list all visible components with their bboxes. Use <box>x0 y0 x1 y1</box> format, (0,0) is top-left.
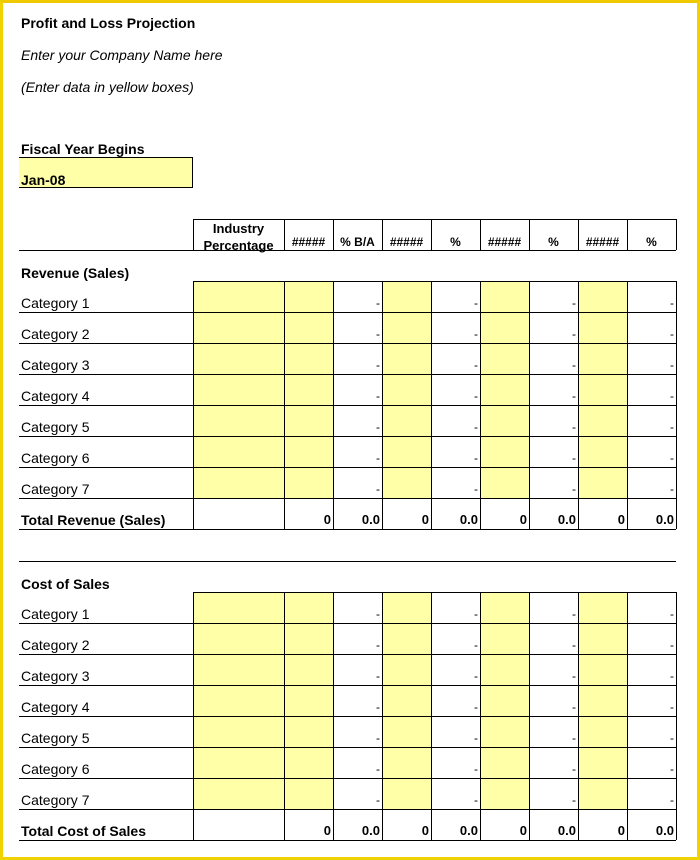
revenue-input-cell[interactable] <box>285 282 333 312</box>
revenue-category-label: Category 4 <box>21 388 90 404</box>
revenue-input-cell[interactable] <box>285 468 333 498</box>
revenue-input-cell[interactable] <box>194 468 284 498</box>
cost-input-cell[interactable] <box>194 717 284 747</box>
cost-total-value: 0.0 <box>655 823 674 838</box>
revenue-dash-value: - <box>474 389 478 403</box>
cost-dash-value: - <box>376 731 380 745</box>
cost-total-value: 0.0 <box>557 823 576 838</box>
column-header: ##### <box>389 235 424 249</box>
revenue-input-cell[interactable] <box>285 437 333 467</box>
page-title: Profit and Loss Projection <box>21 15 196 31</box>
revenue-input-cell[interactable] <box>194 437 284 467</box>
cost-input-cell[interactable] <box>481 748 529 778</box>
cost-dash-value: - <box>474 669 478 683</box>
column-header: % <box>450 235 461 249</box>
revenue-input-cell[interactable] <box>481 344 529 374</box>
revenue-input-cell[interactable] <box>285 406 333 436</box>
revenue-total-value: 0.0 <box>361 512 380 527</box>
cost-input-cell[interactable] <box>481 624 529 654</box>
cost-input-cell[interactable] <box>579 593 627 623</box>
cost-input-cell[interactable] <box>579 717 627 747</box>
revenue-dash-value: - <box>474 420 478 434</box>
column-header: ##### <box>585 235 620 249</box>
revenue-category-label: Category 2 <box>21 326 90 342</box>
revenue-total-value: 0 <box>617 512 625 527</box>
revenue-dash-value: - <box>376 327 380 341</box>
revenue-dash-value: - <box>670 327 674 341</box>
cost-dash-value: - <box>670 669 674 683</box>
revenue-input-cell[interactable] <box>383 437 431 467</box>
revenue-dash-value: - <box>474 451 478 465</box>
cost-dash-value: - <box>376 793 380 807</box>
cost-dash-value: - <box>572 669 576 683</box>
revenue-input-cell[interactable] <box>285 313 333 343</box>
row-line <box>19 529 676 530</box>
cost-input-cell[interactable] <box>194 593 284 623</box>
fiscal-year-label: Fiscal Year Begins <box>21 141 145 157</box>
revenue-input-cell[interactable] <box>481 313 529 343</box>
revenue-input-cell[interactable] <box>383 406 431 436</box>
cost-dash-value: - <box>670 762 674 776</box>
grid-line <box>676 281 677 529</box>
cost-input-cell[interactable] <box>383 655 431 685</box>
cost-input-cell[interactable] <box>579 655 627 685</box>
grid-line <box>284 281 285 529</box>
cost-input-cell[interactable] <box>383 779 431 809</box>
revenue-dash-value: - <box>572 296 576 310</box>
column-header: % <box>646 235 657 249</box>
grid-line <box>676 592 677 840</box>
revenue-dash-value: - <box>474 482 478 496</box>
cost-section-title: Cost of Sales <box>21 576 110 592</box>
revenue-input-cell[interactable] <box>194 344 284 374</box>
revenue-input-cell[interactable] <box>579 282 627 312</box>
revenue-dash-value: - <box>572 420 576 434</box>
cost-input-cell[interactable] <box>481 655 529 685</box>
revenue-input-cell[interactable] <box>194 282 284 312</box>
cost-dash-value: - <box>376 762 380 776</box>
cost-input-cell[interactable] <box>383 624 431 654</box>
revenue-category-label: Category 6 <box>21 450 90 466</box>
cost-dash-value: - <box>670 700 674 714</box>
cost-dash-value: - <box>376 700 380 714</box>
revenue-dash-value: - <box>376 358 380 372</box>
cost-category-label: Category 7 <box>21 792 90 808</box>
cost-dash-value: - <box>474 793 478 807</box>
company-name-field[interactable]: Enter your Company Name here <box>21 47 223 63</box>
revenue-total-value: 0.0 <box>459 512 478 527</box>
column-header: ##### <box>487 235 522 249</box>
revenue-input-cell[interactable] <box>383 313 431 343</box>
revenue-category-label: Category 1 <box>21 295 90 311</box>
cost-total-value: 0 <box>519 823 527 838</box>
cost-input-cell[interactable] <box>194 748 284 778</box>
cost-input-cell[interactable] <box>194 624 284 654</box>
cost-category-label: Category 3 <box>21 668 90 684</box>
grid-line <box>193 281 194 529</box>
industry-percentage-header <box>193 222 284 253</box>
revenue-total-value: 0 <box>323 512 331 527</box>
cost-input-cell[interactable] <box>285 779 333 809</box>
cost-input-cell[interactable] <box>383 686 431 716</box>
cost-input-cell[interactable] <box>285 717 333 747</box>
revenue-dash-value: - <box>572 451 576 465</box>
cost-input-cell[interactable] <box>285 624 333 654</box>
revenue-input-cell[interactable] <box>481 468 529 498</box>
revenue-input-cell[interactable] <box>481 437 529 467</box>
header-top-line <box>193 219 676 220</box>
cost-input-cell[interactable] <box>579 624 627 654</box>
cost-input-cell[interactable] <box>481 686 529 716</box>
revenue-input-cell[interactable] <box>194 375 284 405</box>
revenue-input-cell[interactable] <box>481 282 529 312</box>
grid-line <box>193 592 194 840</box>
cost-dash-value: - <box>572 793 576 807</box>
revenue-input-cell[interactable] <box>383 375 431 405</box>
cost-input-cell[interactable] <box>579 686 627 716</box>
cost-input-cell[interactable] <box>481 593 529 623</box>
cost-dash-value: - <box>474 700 478 714</box>
cost-dash-value: - <box>572 731 576 745</box>
revenue-dash-value: - <box>572 327 576 341</box>
cost-total-value: 0 <box>323 823 331 838</box>
grid-line <box>382 281 383 529</box>
cost-input-cell[interactable] <box>285 593 333 623</box>
grid-line <box>480 592 481 840</box>
industry-header-line1: Industry <box>212 221 265 236</box>
cost-input-cell[interactable] <box>383 593 431 623</box>
revenue-input-cell[interactable] <box>481 406 529 436</box>
cost-dash-value: - <box>474 638 478 652</box>
revenue-dash-value: - <box>376 296 380 310</box>
cost-category-label: Category 1 <box>21 606 90 622</box>
cost-total-label: Total Cost of Sales <box>21 823 146 839</box>
revenue-dash-value: - <box>376 389 380 403</box>
cost-input-cell[interactable] <box>579 779 627 809</box>
revenue-dash-value: - <box>670 389 674 403</box>
revenue-dash-value: - <box>572 358 576 372</box>
revenue-input-cell[interactable] <box>194 406 284 436</box>
cost-category-label: Category 2 <box>21 637 90 653</box>
header-bottom-line <box>19 250 676 251</box>
cost-input-cell[interactable] <box>285 655 333 685</box>
revenue-input-cell[interactable] <box>285 375 333 405</box>
cost-input-cell[interactable] <box>194 655 284 685</box>
grid-line <box>382 592 383 840</box>
fiscal-year-value[interactable]: Jan-08 <box>21 172 66 188</box>
column-header: ##### <box>291 235 326 249</box>
cost-dash-value: - <box>376 669 380 683</box>
cost-dash-value: - <box>474 607 478 621</box>
revenue-total-value: 0.0 <box>557 512 576 527</box>
revenue-dash-value: - <box>670 420 674 434</box>
cost-dash-value: - <box>572 607 576 621</box>
revenue-dash-value: - <box>670 482 674 496</box>
grid-line <box>676 219 677 250</box>
revenue-dash-value: - <box>474 358 478 372</box>
revenue-input-cell[interactable] <box>579 468 627 498</box>
revenue-dash-value: - <box>376 420 380 434</box>
cost-total-value: 0.0 <box>459 823 478 838</box>
cost-category-label: Category 4 <box>21 699 90 715</box>
cost-total-value: 0 <box>617 823 625 838</box>
cost-dash-value: - <box>670 793 674 807</box>
revenue-input-cell[interactable] <box>579 406 627 436</box>
grid-line <box>480 281 481 529</box>
cost-dash-value: - <box>376 607 380 621</box>
revenue-category-label: Category 5 <box>21 419 90 435</box>
industry-header-line2: Percentage <box>203 238 274 253</box>
row-line <box>193 281 676 282</box>
cost-input-cell[interactable] <box>579 748 627 778</box>
cost-input-cell[interactable] <box>285 686 333 716</box>
column-header: % <box>548 235 559 249</box>
revenue-dash-value: - <box>572 389 576 403</box>
cost-total-value: 0 <box>421 823 429 838</box>
cost-dash-value: - <box>474 731 478 745</box>
cost-input-cell[interactable] <box>285 748 333 778</box>
cost-input-cell[interactable] <box>481 779 529 809</box>
cost-dash-value: - <box>474 762 478 776</box>
revenue-category-label: Category 7 <box>21 481 90 497</box>
revenue-dash-value: - <box>474 327 478 341</box>
cost-input-cell[interactable] <box>194 779 284 809</box>
revenue-dash-value: - <box>376 482 380 496</box>
cost-category-label: Category 5 <box>21 730 90 746</box>
revenue-dash-value: - <box>670 358 674 372</box>
revenue-input-cell[interactable] <box>481 375 529 405</box>
revenue-total-label: Total Revenue (Sales) <box>21 512 166 528</box>
cost-category-label: Category 6 <box>21 761 90 777</box>
revenue-dash-value: - <box>670 296 674 310</box>
cost-dash-value: - <box>572 762 576 776</box>
cost-total-value: 0.0 <box>361 823 380 838</box>
revenue-section-title: Revenue (Sales) <box>21 265 130 281</box>
revenue-input-cell[interactable] <box>383 344 431 374</box>
revenue-dash-value: - <box>376 451 380 465</box>
cost-dash-value: - <box>572 638 576 652</box>
cost-dash-value: - <box>670 731 674 745</box>
revenue-input-cell[interactable] <box>579 344 627 374</box>
row-line <box>19 840 676 841</box>
revenue-input-cell[interactable] <box>285 344 333 374</box>
cost-input-cell[interactable] <box>383 748 431 778</box>
revenue-input-cell[interactable] <box>579 375 627 405</box>
revenue-input-cell[interactable] <box>194 313 284 343</box>
revenue-total-value: 0 <box>519 512 527 527</box>
revenue-input-cell[interactable] <box>383 282 431 312</box>
grid-line <box>578 592 579 840</box>
cost-dash-value: - <box>670 638 674 652</box>
grid-line <box>284 592 285 840</box>
cost-dash-value: - <box>572 700 576 714</box>
row-line <box>193 592 676 593</box>
cost-dash-value: - <box>376 638 380 652</box>
revenue-category-label: Category 3 <box>21 357 90 373</box>
revenue-dash-value: - <box>474 296 478 310</box>
cost-dash-value: - <box>670 607 674 621</box>
grid-line <box>578 281 579 529</box>
revenue-input-cell[interactable] <box>579 313 627 343</box>
cost-input-cell[interactable] <box>194 686 284 716</box>
revenue-total-value: 0.0 <box>655 512 674 527</box>
revenue-total-value: 0 <box>421 512 429 527</box>
column-header: % B/A <box>340 235 375 249</box>
section-separator <box>19 561 676 562</box>
revenue-dash-value: - <box>670 451 674 465</box>
revenue-dash-value: - <box>572 482 576 496</box>
revenue-input-cell[interactable] <box>383 468 431 498</box>
cost-input-cell[interactable] <box>481 717 529 747</box>
revenue-input-cell[interactable] <box>579 437 627 467</box>
cost-input-cell[interactable] <box>383 717 431 747</box>
instruction-text: (Enter data in yellow boxes) <box>21 79 194 95</box>
